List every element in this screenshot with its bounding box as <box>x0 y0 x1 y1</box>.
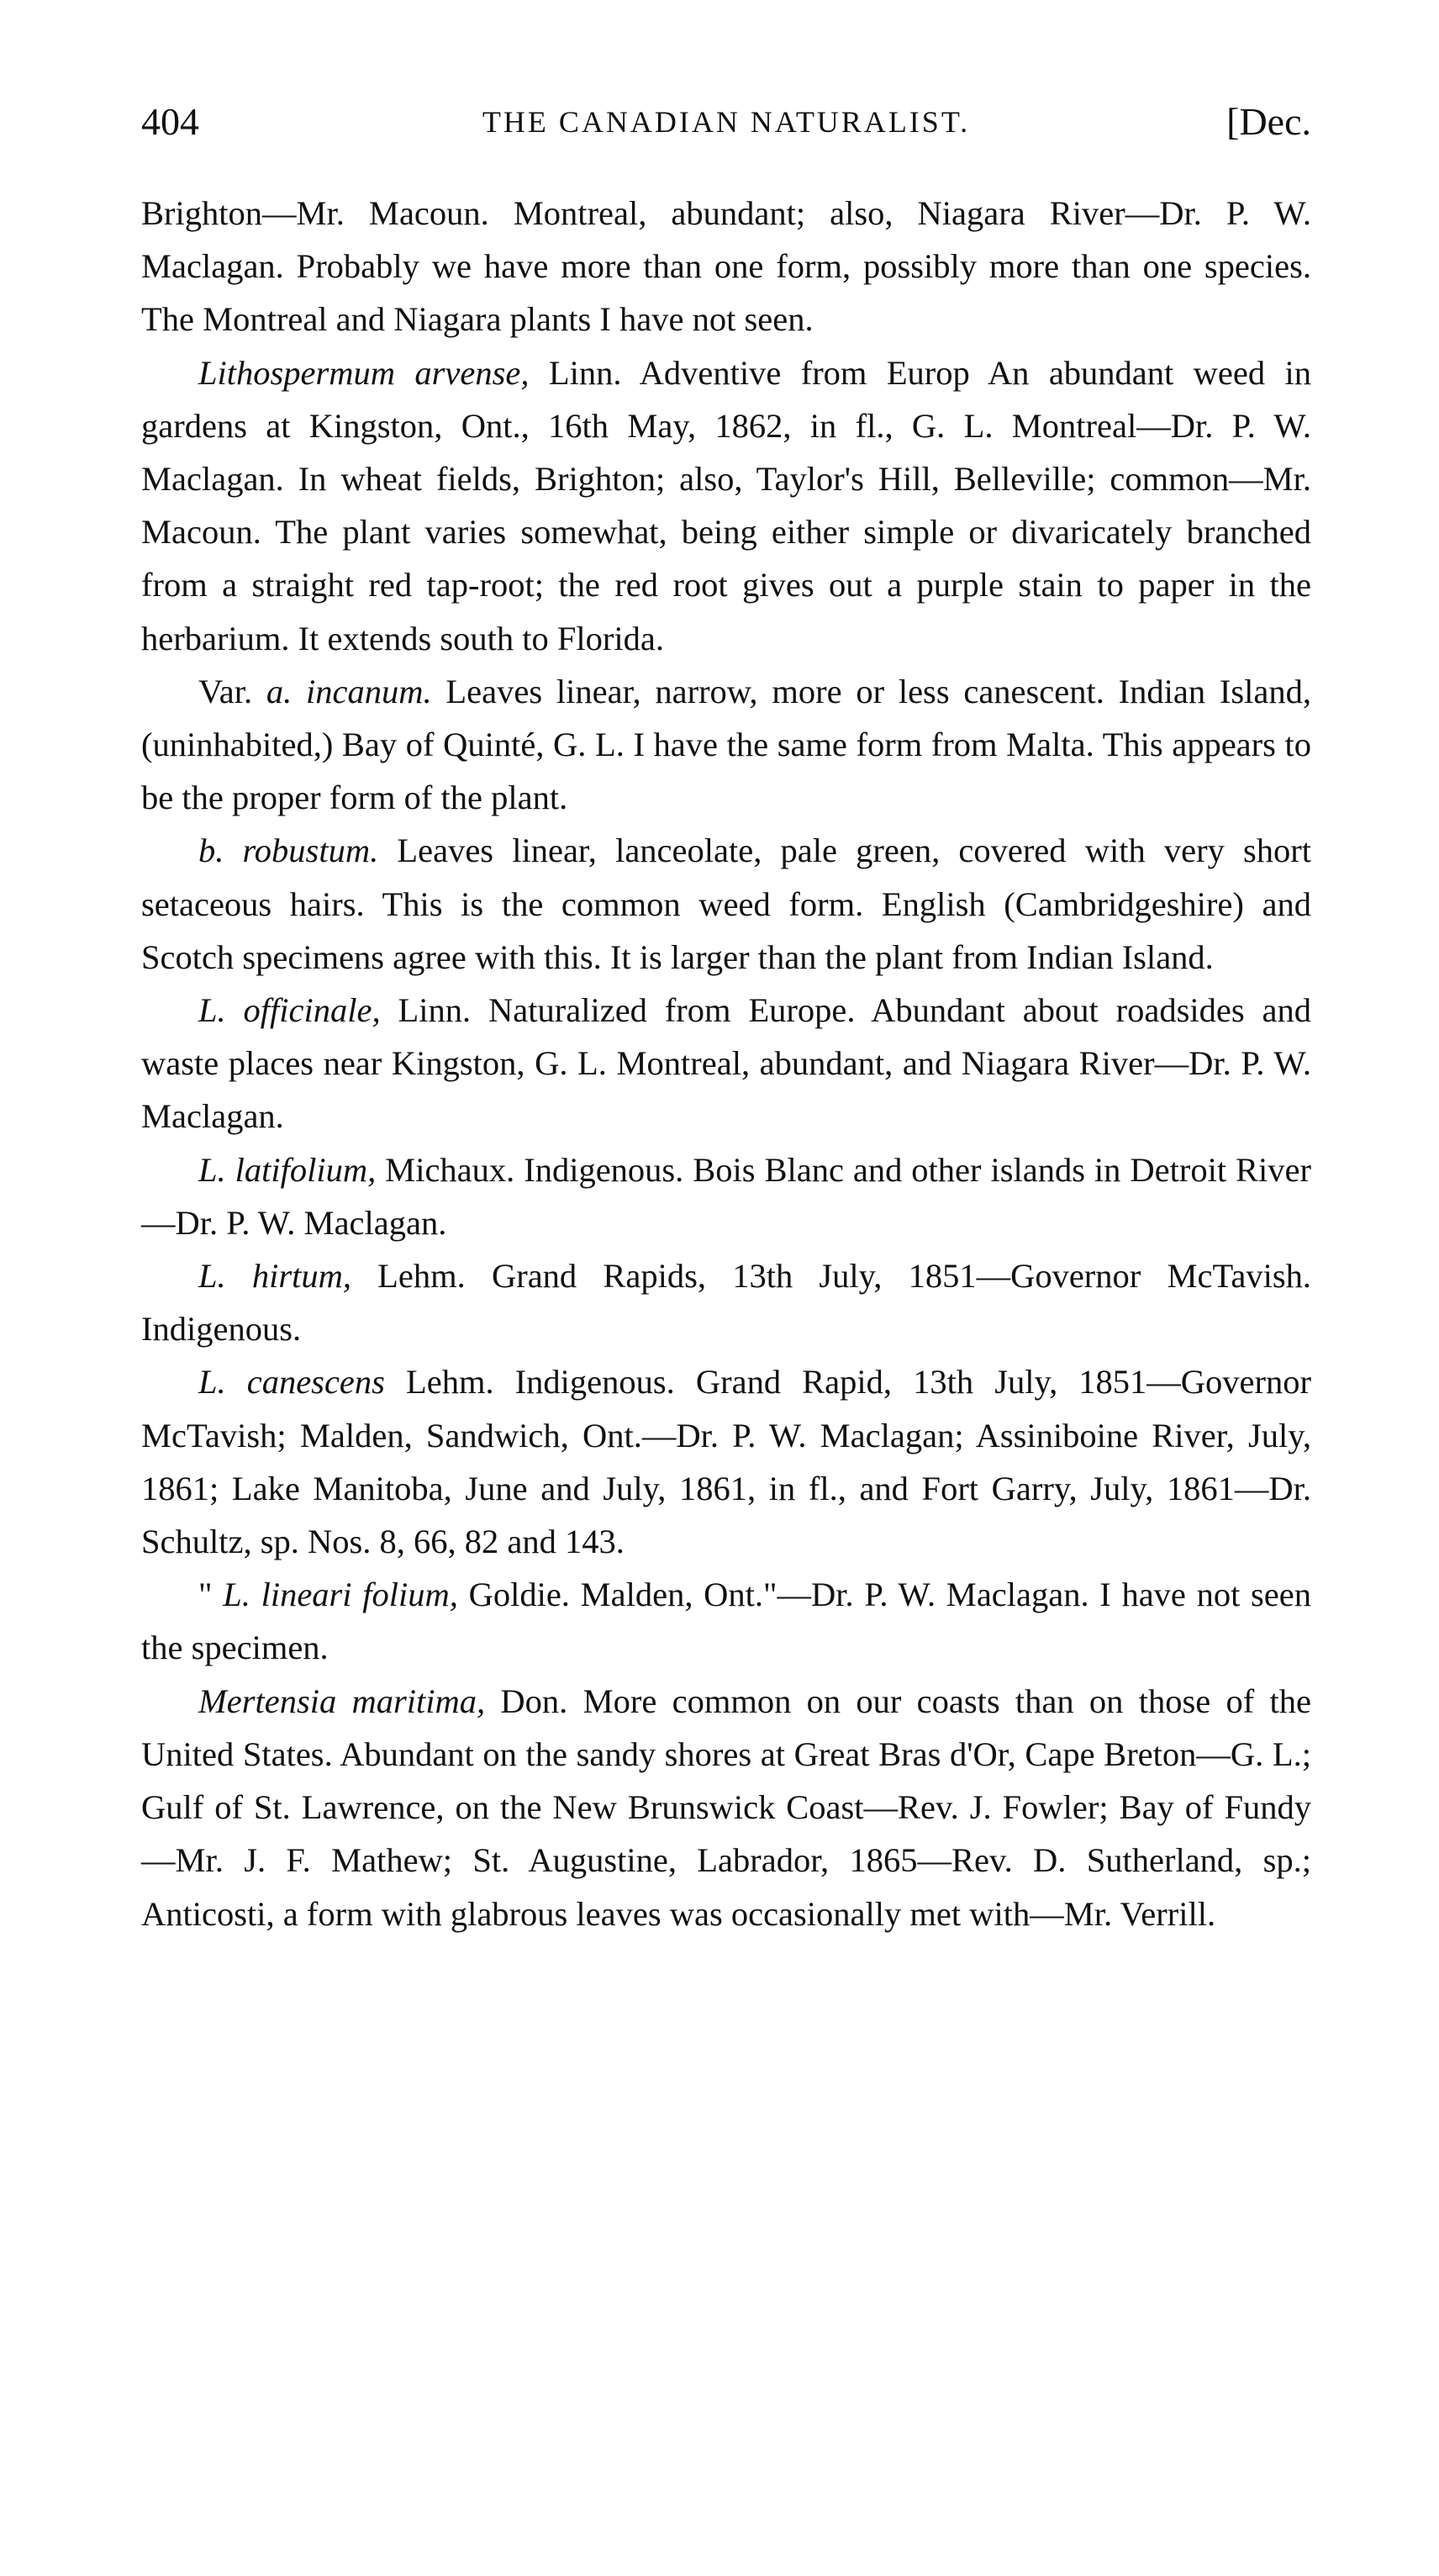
paragraph <box>141 1675 1311 1940</box>
paragraph-text: Lehm. Indigenous. Grand Rapid, 13th July, 1851—Governor McTavish; Malden, Sandwich, Ont.—Dr. P. W. Maclagan; Assiniboine River, July, 1861; Lake Manitoba, June and July, 1861, in fl., and Fort Garry, July, 1861—Dr. Schultz, sp. Nos. 8, 66, 82 and 143. <box>141 1363 1312 1561</box>
paragraph-text: Don. More common on our coasts than on those of the United States. Abundant on the sandy shores at Great Bras d'Or, Cape Breton—G. L.; Gulf of St. Lawrence, on the New Brunswick Coast—Rev. J. Fowler; Bay of Fundy—Mr. J. F. Mathew; St. Augustine, Labrador, 1865—Rev. D. Sutherland, sp.; Anticosti, a form with glabrous leaves was occasionally met with—Mr. Verrill. <box>141 1681 1311 1933</box>
paragraph <box>141 1355 1311 1568</box>
paragraph <box>141 984 1311 1143</box>
running-head-month: [Dec. <box>1226 100 1311 143</box>
running-title: THE CANADIAN NATURALIST. <box>482 105 971 139</box>
paragraph <box>141 187 1311 346</box>
paragraph-text: Leaves linear, narrow, more or less canescent. Indian Island, (uninhabited,) Bay of Quinté, G. L. I have the same form from Malta. This appears to be the proper form of the plant. <box>141 672 1311 817</box>
paragraph <box>141 665 1311 825</box>
italic-name-text: L. latifolium, <box>198 1150 377 1189</box>
paragraph-text: Goldie. Malden, Ont."—Dr. P. W. Maclagan. I have not seen the specimen. <box>141 1576 1311 1667</box>
italic-name-text: Lithospermum arvense, <box>198 353 530 392</box>
italic-name-text: L. officinale, <box>198 991 381 1030</box>
paragraph-text: " <box>198 1576 224 1614</box>
book-page <box>141 99 1311 1940</box>
paragraph <box>141 1249 1311 1355</box>
paragraph-text: Leaves linear, lanceolate, pale green, covered with very short setaceous hairs. This is the common weed form. English (Cambridgeshire) and Scotch specimens agree with this. It is larger than the plant from Indian Island. <box>141 831 1312 976</box>
body-text <box>141 187 1311 1940</box>
paragraph-text: Linn. Adventive from Europ An abundant weed in gardens at Kingston, Ont., 16th May, 1862, in fl., G. L. Montreal—Dr. P. W. Maclagan. In wheat fields, Brighton; also, Taylor's Hill, Belleville; common—Mr. Macoun. The plant varies somewhat, being either simple or divaricately branched from a straight red tap-root; the red root gives out a purple stain to paper in the herbarium. It extends south to Florida. <box>141 353 1311 657</box>
paragraph-text: Var. <box>198 672 266 710</box>
paragraph-text: Michaux. Indigenous. Bois Blanc and other islands in Detroit River—Dr. P. W. Maclagan. <box>141 1150 1311 1242</box>
paragraph-text: Lehm. Grand Rapids, 13th July, 1851—Governor McTavish. Indigenous. <box>141 1257 1311 1349</box>
paragraph <box>141 346 1311 665</box>
italic-name-text: L. hirtum, <box>198 1257 351 1296</box>
page-number: 404 <box>141 100 199 143</box>
running-head <box>141 99 1311 166</box>
italic-name-text: L. canescens <box>198 1363 385 1401</box>
paragraph-text: Brighton—Mr. Macoun. Montreal, abundant; also, Niagara River—Dr. P. W. Maclagan. Probably we have more than one form, possibly more than one species. The Montreal and Niagara plants I have not seen. <box>141 194 1311 339</box>
italic-name-text: L. lineari folium, <box>223 1576 458 1614</box>
paragraph <box>141 824 1311 984</box>
italic-name-text: b. robustum. <box>198 831 379 870</box>
italic-name-text: Mertensia maritima, <box>198 1681 486 1720</box>
paragraph-text: Linn. Naturalized from Europe. Abundant about roadsides and waste places near Kingston, G. L. Montreal, abundant, and Niagara River—Dr. P. W. Maclagan. <box>141 991 1311 1136</box>
paragraph <box>141 1143 1311 1249</box>
paragraph <box>141 1568 1311 1674</box>
italic-name-text: a. incanum. <box>266 672 432 710</box>
